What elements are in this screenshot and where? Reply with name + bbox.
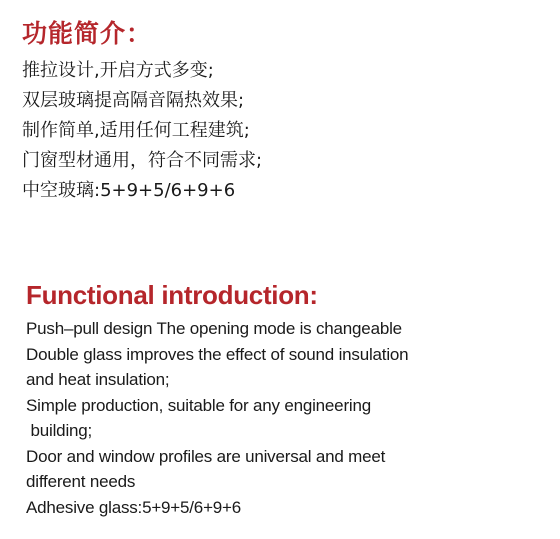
english-heading: Functional introduction: — [26, 280, 318, 310]
english-line-building: building; — [26, 421, 93, 440]
chinese-heading: 功能简介： — [22, 19, 153, 48]
chinese-section — [22, 14, 550, 206]
chinese-line-universal-profiles: 门窗型材通用，符合不同需求; — [22, 150, 263, 171]
chinese-line-push-pull: 推拉设计,开启方式多变; — [22, 60, 214, 81]
chinese-line-hollow-glass: 中空玻璃:5+9+5/6+9+6 — [22, 180, 236, 201]
english-line-adhesive-glass: Adhesive glass:5+9+5/6+9+6 — [26, 497, 242, 517]
english-line-simple-production: Simple production, suitable for any engineering — [26, 395, 371, 415]
english-line-heat-insulation: and heat insulation; — [26, 370, 170, 389]
english-section — [26, 278, 550, 520]
english-line-double-glass: Double glass improves the effect of sound insulation — [26, 344, 409, 364]
english-line-different-needs: different needs — [26, 472, 136, 491]
chinese-line-simple-production: 制作简单,适用任何工程建筑; — [22, 120, 250, 141]
english-line-universal-profiles: Door and window profiles are universal and meet — [26, 446, 386, 466]
chinese-line-double-glass: 双层玻璃提高隔音隔热效果; — [22, 90, 245, 111]
english-line-push-pull: Push–pull design The opening mode is changeable — [26, 319, 402, 338]
